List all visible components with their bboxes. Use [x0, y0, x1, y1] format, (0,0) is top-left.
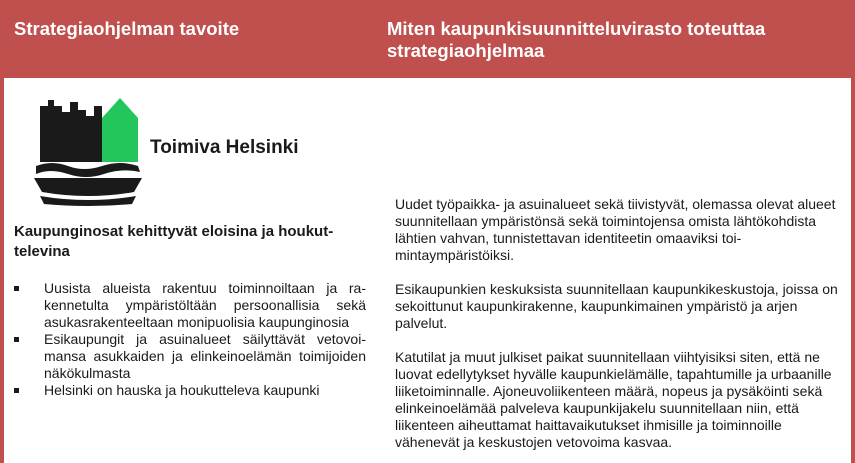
goal-item-text: Uusista alueista rakentuu toiminnoiltaan ja rakennetulta ympäristöltään persoonallisia sekä asukasrakenteeltaan monipuolisia kaupunginosia — [44, 280, 366, 330]
program-title: Toimiva Helsinki — [150, 137, 299, 158]
bullet-icon — [14, 337, 19, 342]
implementation-paragraph: Uudet työpaikka- ja asuinalueet sekä tiivistyvät, olemassa olevat alueet suunnitellaan ympäristönsä sekä toimintojensa omista lähtökohdista lähtien vahvan, tunnistettavan identiteetin omaaviksi toimintaympäristöiksi. — [395, 196, 836, 263]
bullet-icon — [14, 388, 19, 393]
goal-item-text: Esikaupungit ja asuinalueet säilyttävät vetovoimansa asukkaiden ja elinkeinoelämän toimijoiden näkökulmasta — [44, 331, 366, 381]
list-item — [14, 280, 366, 331]
helsinki-city-crest-icon — [32, 96, 144, 206]
goal-heading: Kaupunginosat kehittyvät eloisina ja houkuttelevina — [14, 223, 334, 260]
list-item — [14, 331, 366, 382]
list-item — [14, 382, 366, 399]
header-goal-title: Strategiaohjelman tavoite — [14, 18, 240, 39]
column-divider — [377, 78, 378, 463]
implementation-paragraph: Esikaupunkien keskuksista suunnitellaan kaupunkikeskustoja, joissa on sekoittunut kaupunkirakenne, kaupunkimainen ympäristö ja arjen palvelut. — [395, 281, 838, 331]
goal-item-text: Helsinki on hauska ja houkutteleva kaupunki — [44, 382, 320, 398]
bullet-icon — [14, 286, 19, 291]
goal-list — [14, 280, 366, 399]
header-implementation-title: Miten kaupunkisuunnitteluvirasto toteuttaa strategiaohjelmaa — [387, 18, 766, 61]
table-header — [4, 0, 851, 78]
implementation-paragraph: Katutilat ja muut julkiset paikat suunnitellaan viihtyisiksi siten, että ne luovat edellytykset hyvälle kaupunkielämälle, tapahtumille ja urbaanille liiketoiminnalle. Ajoneuvoliikenteen määrä, nopeus ja pysäköinti sekä elinkeinoelämää palveleva kaupunkijakelu suunnitellaan niin, että liikenteen aiheuttamat haittavaikutukset ihmisille ja toiminnoille vähenevät ja keskustojen vetovoima kasvaa. — [395, 349, 832, 450]
implementation-text — [395, 196, 840, 463]
